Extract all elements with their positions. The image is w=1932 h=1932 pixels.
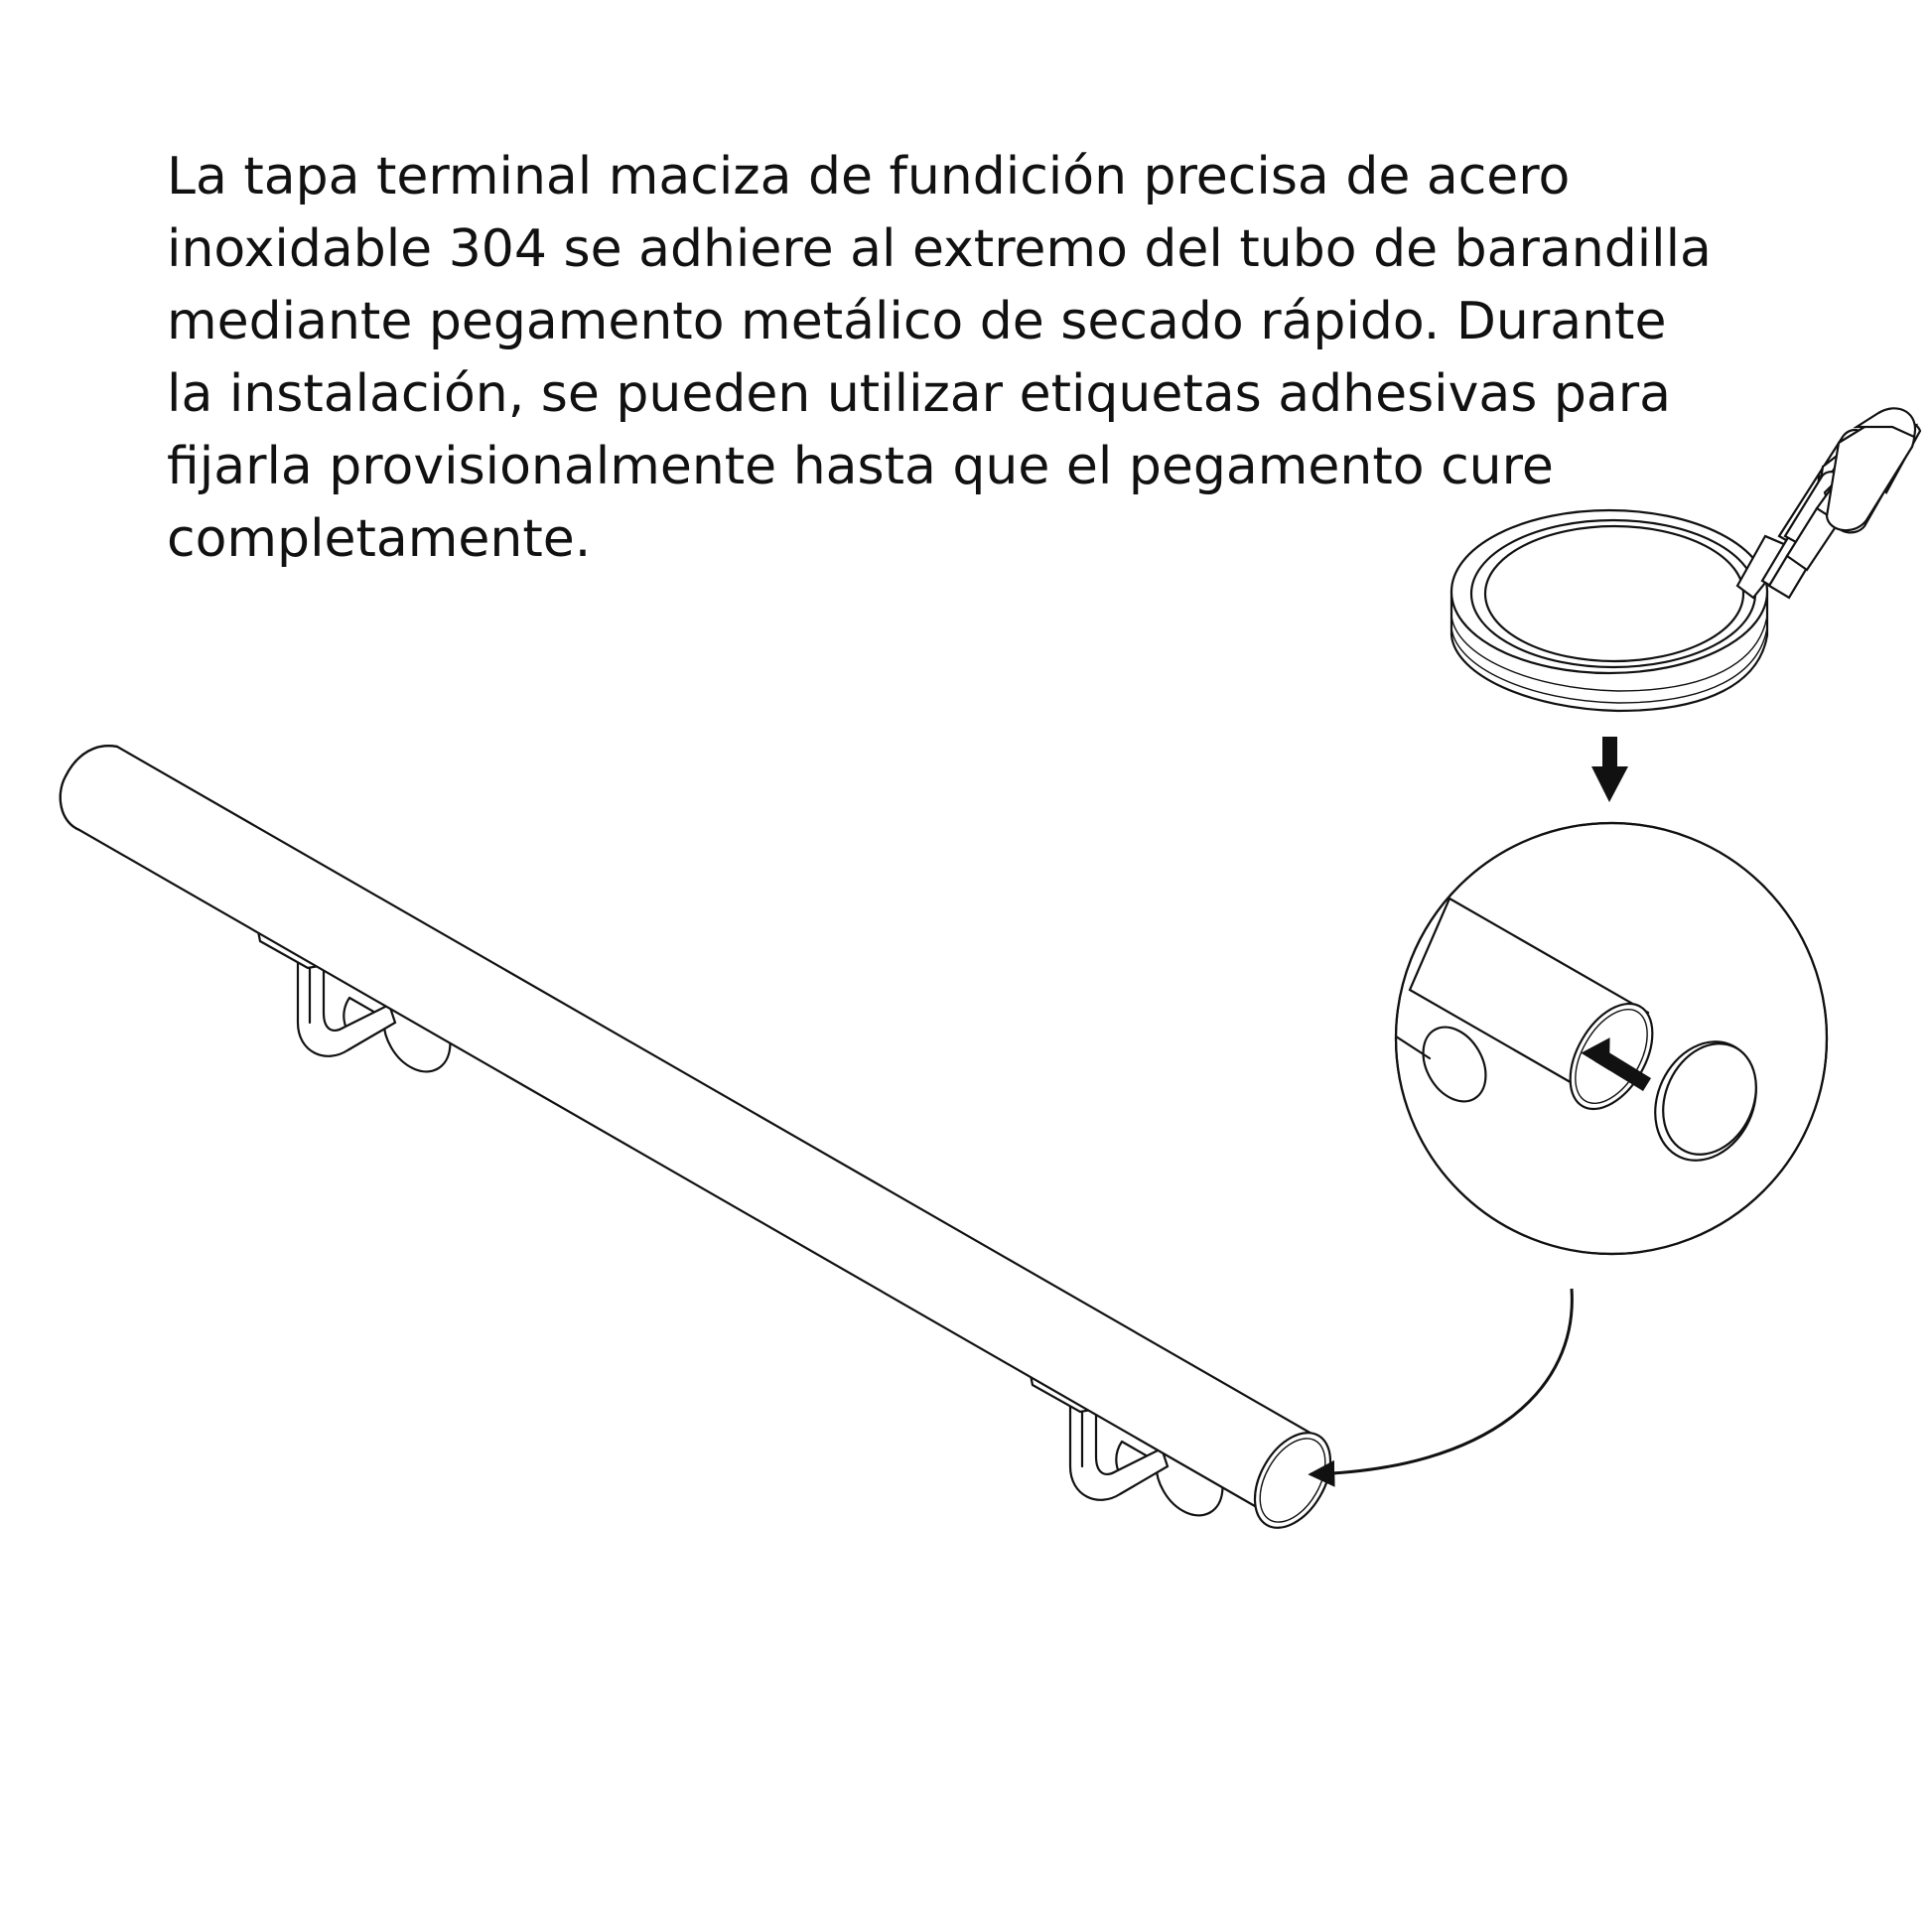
description-line-6: completamente. <box>167 509 592 569</box>
description-line-4: la instalación, se pueden utilizar etiquetas adhesivas para <box>167 364 1671 424</box>
description-line-1: La tapa terminal maciza de fundición precisa de acero <box>167 147 1571 207</box>
callout-arrow <box>1311 1289 1572 1474</box>
description-line-3: mediante pegamento metálico de secado rápido. Durante <box>167 292 1667 351</box>
description-line-5: fijarla provisionalmente hasta que el pegamento cure <box>167 437 1554 496</box>
description-line-2: inoxidable 304 se adhiere al extremo del tubo de barandilla <box>167 219 1712 279</box>
handrail-tube <box>61 746 1318 1521</box>
detail-magnifier <box>1386 823 1827 1254</box>
down-arrow-icon <box>1591 737 1628 802</box>
